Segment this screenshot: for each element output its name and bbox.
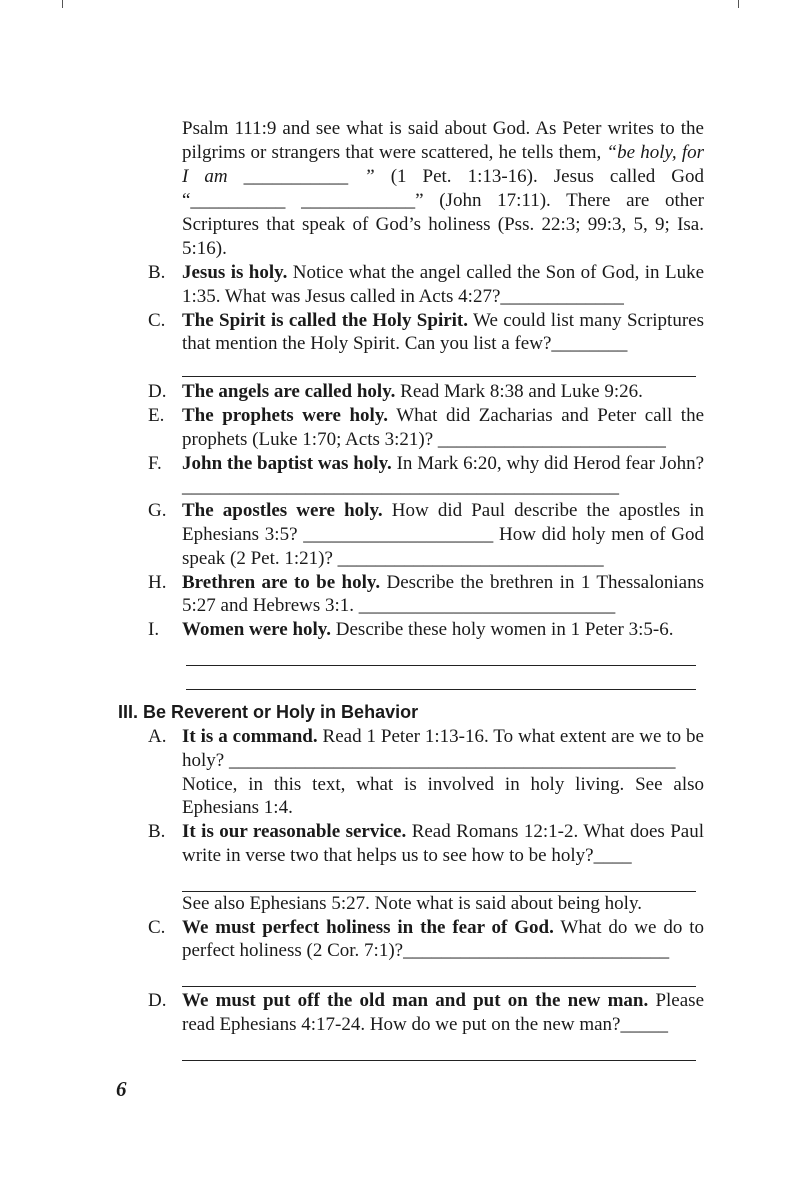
answer-line[interactable] bbox=[182, 356, 696, 377]
intro-text-2: (1 Pet. 1:13-16). Jesus called God “__________ ____________” (John 17:11). There are other Scriptures that speak of God’s holiness (Pss. 22:3; 99:3, 5, 9; Isa. 5:16). bbox=[182, 166, 704, 259]
intro-paragraph bbox=[182, 117, 704, 261]
item-lead: We must put off the old man and put on the new man. bbox=[182, 990, 649, 1012]
crop-mark-right bbox=[738, 0, 739, 8]
item-text: What did Zacharias and Peter call the prophets (Luke 1:70; Acts 3:21)? ________________________ bbox=[182, 404, 704, 450]
crop-mark-left bbox=[62, 0, 63, 8]
item-note: Notice, in this text, what is involved in holy living. See also Ephesians 1:4. bbox=[182, 773, 704, 819]
item-lead: Women were holy. bbox=[182, 619, 332, 641]
section-2-list bbox=[148, 261, 704, 690]
item-letter: H. bbox=[148, 571, 167, 593]
list-item bbox=[148, 309, 704, 357]
answer-line[interactable] bbox=[182, 963, 696, 987]
list-item bbox=[148, 916, 704, 964]
item-letter: A. bbox=[148, 726, 167, 747]
list-item bbox=[148, 618, 704, 642]
item-lead: Brethren are to be holy. bbox=[182, 571, 381, 593]
item-lead: John the baptist was holy. bbox=[182, 452, 392, 474]
item-lead: It is a command. bbox=[182, 726, 318, 747]
item-text: How did Paul describe the apostles in Ephesians 3:5? ____________________ How did holy men of God speak (2 Pet. 1:21)? ____________________________ bbox=[182, 500, 704, 569]
item-letter: I. bbox=[148, 619, 160, 641]
list-item bbox=[148, 571, 704, 619]
item-letter: E. bbox=[148, 404, 165, 426]
list-item bbox=[148, 404, 704, 452]
item-text: Describe these holy women in 1 Peter 3:5-6. bbox=[331, 619, 674, 641]
intro-quote: “be holy, for I am ___________ ” bbox=[182, 142, 704, 187]
item-lead: We must perfect holiness in the fear of God. bbox=[182, 916, 554, 938]
item-text: What do we do to perfect holiness (2 Cor. 7:1)?____________________________ bbox=[182, 916, 704, 962]
page-number: 6 bbox=[116, 1077, 127, 1101]
item-lead: Jesus is holy. bbox=[182, 262, 288, 283]
list-item bbox=[148, 989, 704, 1037]
item-text: Read 1 Peter 1:13-16. To what extent are we to be holy? _______________________________________________ bbox=[182, 726, 704, 771]
item-text: Please read Ephesians 4:17-24. How do we put on the new man?_____ bbox=[182, 990, 704, 1035]
section-3-list bbox=[148, 725, 704, 1061]
item-lead: The Spirit is called the Holy Spirit. bbox=[182, 309, 469, 331]
item-lead: It is our reasonable service. bbox=[182, 821, 407, 843]
list-item bbox=[148, 452, 704, 500]
answer-line[interactable] bbox=[182, 1037, 696, 1061]
item-letter: D. bbox=[148, 381, 167, 403]
item-text: Notice what the angel called the Son of God, in Luke 1:35. What was Jesus called in Acts 4:27?_____________ bbox=[182, 262, 704, 307]
answer-line[interactable] bbox=[182, 868, 696, 892]
item-text: Describe the brethren in 1 Thessalonians 5:27 and Hebrews 3:1. ___________________________ bbox=[182, 571, 704, 617]
item-text: Read Mark 8:38 and Luke 9:26. bbox=[395, 381, 643, 403]
item-letter: B. bbox=[148, 821, 166, 843]
answer-line[interactable] bbox=[186, 642, 696, 666]
list-item bbox=[148, 820, 704, 868]
answer-line[interactable] bbox=[186, 666, 696, 690]
item-text: We could list many Scriptures that mention the Holy Spirit. Can you list a few?________ bbox=[182, 309, 704, 355]
intro-text-1: Psalm 111:9 and see what is said about God. As Peter writes to the pilgrims or strangers that were scattered, he tells them, bbox=[182, 118, 704, 163]
list-item bbox=[148, 725, 704, 820]
list-item bbox=[148, 380, 704, 404]
item-text: In Mark 6:20, why did Herod fear John? ______________________________________________ bbox=[182, 452, 704, 498]
item-letter: F. bbox=[148, 452, 162, 474]
list-item bbox=[148, 892, 704, 916]
item-text: Read Romans 12:1-2. What does Paul write in verse two that helps us to see how to be holy?____ bbox=[182, 821, 704, 866]
item-letter: D. bbox=[148, 990, 167, 1012]
section-heading: III. Be Reverent or Holy in Behavior bbox=[118, 702, 419, 722]
item-lead: The prophets were holy. bbox=[182, 404, 389, 426]
item-letter: C. bbox=[148, 916, 166, 938]
item-lead: The apostles were holy. bbox=[182, 500, 383, 522]
item-letter: G. bbox=[148, 500, 167, 522]
item-letter: B. bbox=[148, 262, 166, 283]
item-lead: The angels are called holy. bbox=[182, 381, 396, 403]
list-item bbox=[148, 499, 704, 570]
list-item bbox=[148, 261, 704, 309]
item-note: See also Ephesians 5:27. Note what is said about being holy. bbox=[182, 892, 642, 914]
item-letter: C. bbox=[148, 309, 166, 331]
